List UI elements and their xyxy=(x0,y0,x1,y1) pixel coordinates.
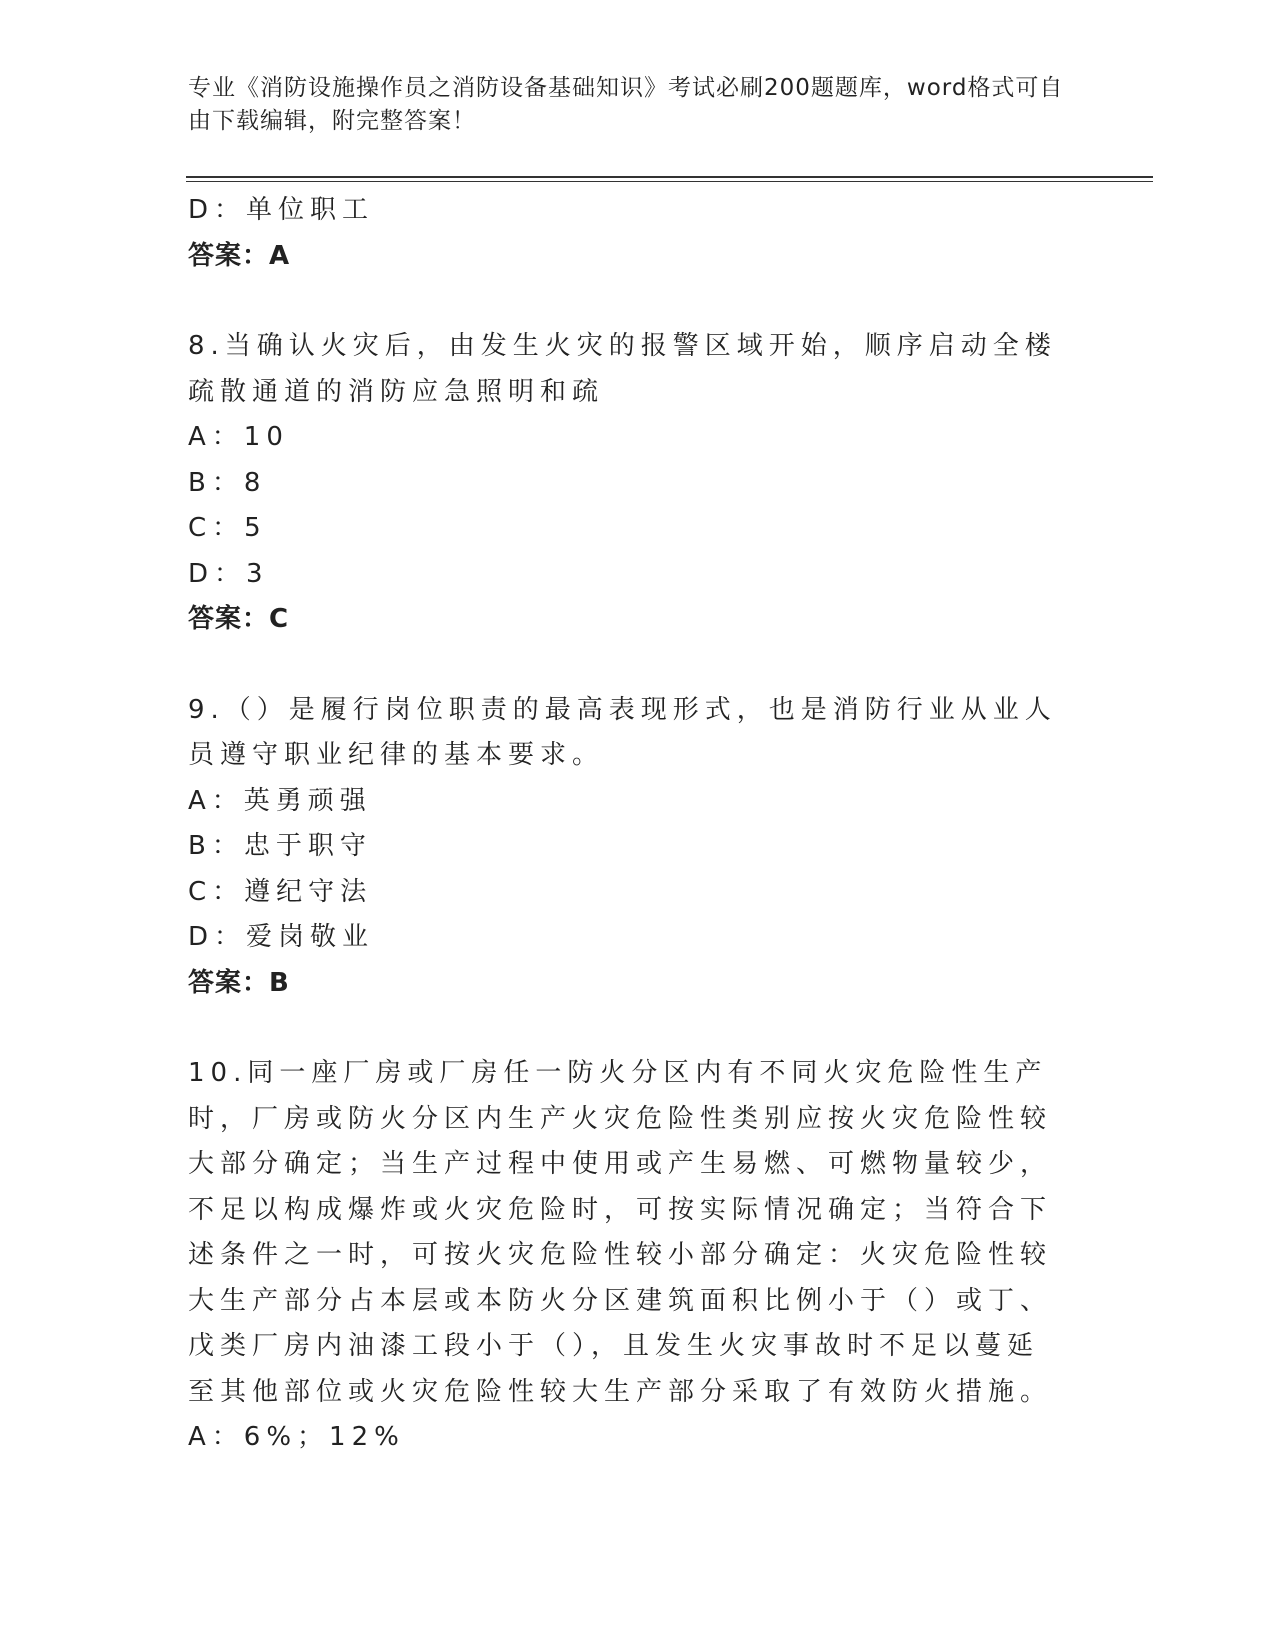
answer-line: 答案：C xyxy=(188,604,290,634)
header-divider-thick xyxy=(186,176,1153,178)
option-c: C：遵纪守法 xyxy=(188,876,373,907)
spacer xyxy=(188,279,1088,324)
option-b: B：忠于职守 xyxy=(188,831,372,861)
option-d: D：单位职工 xyxy=(188,195,375,225)
question-text: 9.（）是履行岗位职责的最高表现形式，也是消防行业从业人员遵守职业纪律的基本要求。 xyxy=(188,694,1057,770)
option-a: A：10 xyxy=(188,422,289,452)
question-10 xyxy=(188,1051,1088,1461)
question-9 xyxy=(188,688,1088,1007)
question-8 xyxy=(188,324,1088,643)
page-header: 专业《消防设施操作员之消防设备基础知识》考试必刷200题题库，word格式可自由下载编辑，附完整答案！ xyxy=(188,75,1064,134)
option-c: C：5 xyxy=(188,513,267,543)
answer-line: 答案：B xyxy=(188,967,290,998)
question-text: 8.当确认火灾后，由发生火灾的报警区域开始，顺序启动全楼疏散通道的消防应急照明和疏 xyxy=(188,331,1057,407)
option-a: A：6%；12% xyxy=(188,1422,405,1452)
previous-question-tail xyxy=(188,188,1088,279)
answer-line: 答案：A xyxy=(188,240,291,271)
spacer xyxy=(188,643,1088,688)
spacer xyxy=(188,1006,1088,1051)
option-d: D：爱岗敬业 xyxy=(188,922,375,952)
option-d: D：3 xyxy=(188,558,269,589)
option-a: A：英勇顽强 xyxy=(188,785,372,816)
document-body xyxy=(188,188,1088,1461)
question-text: 10.同一座厂房或厂房任一防火分区内有不同火灾危险性生产时，厂房或防火分区内生产火灾危险性类别应按火灾危险性较大部分确定；当生产过程中使用或产生易燃、可燃物量较少，不足以构成爆炸或火灾危险时，可按实际情况确定；当符合下述条件之一时，可按火灾危险性较小部分确定：火灾危险性较大生产部分占本层或本防火分区建筑面积比例小于（）或丁、戊类厂房内油漆工段小于（），且发生火灾事故时不足以蔓延至其他部位或火灾危险性较大生产部分采取了有效防火措施。 xyxy=(188,1058,1053,1407)
header-divider-thin xyxy=(186,181,1153,182)
option-b: B：8 xyxy=(188,467,267,498)
